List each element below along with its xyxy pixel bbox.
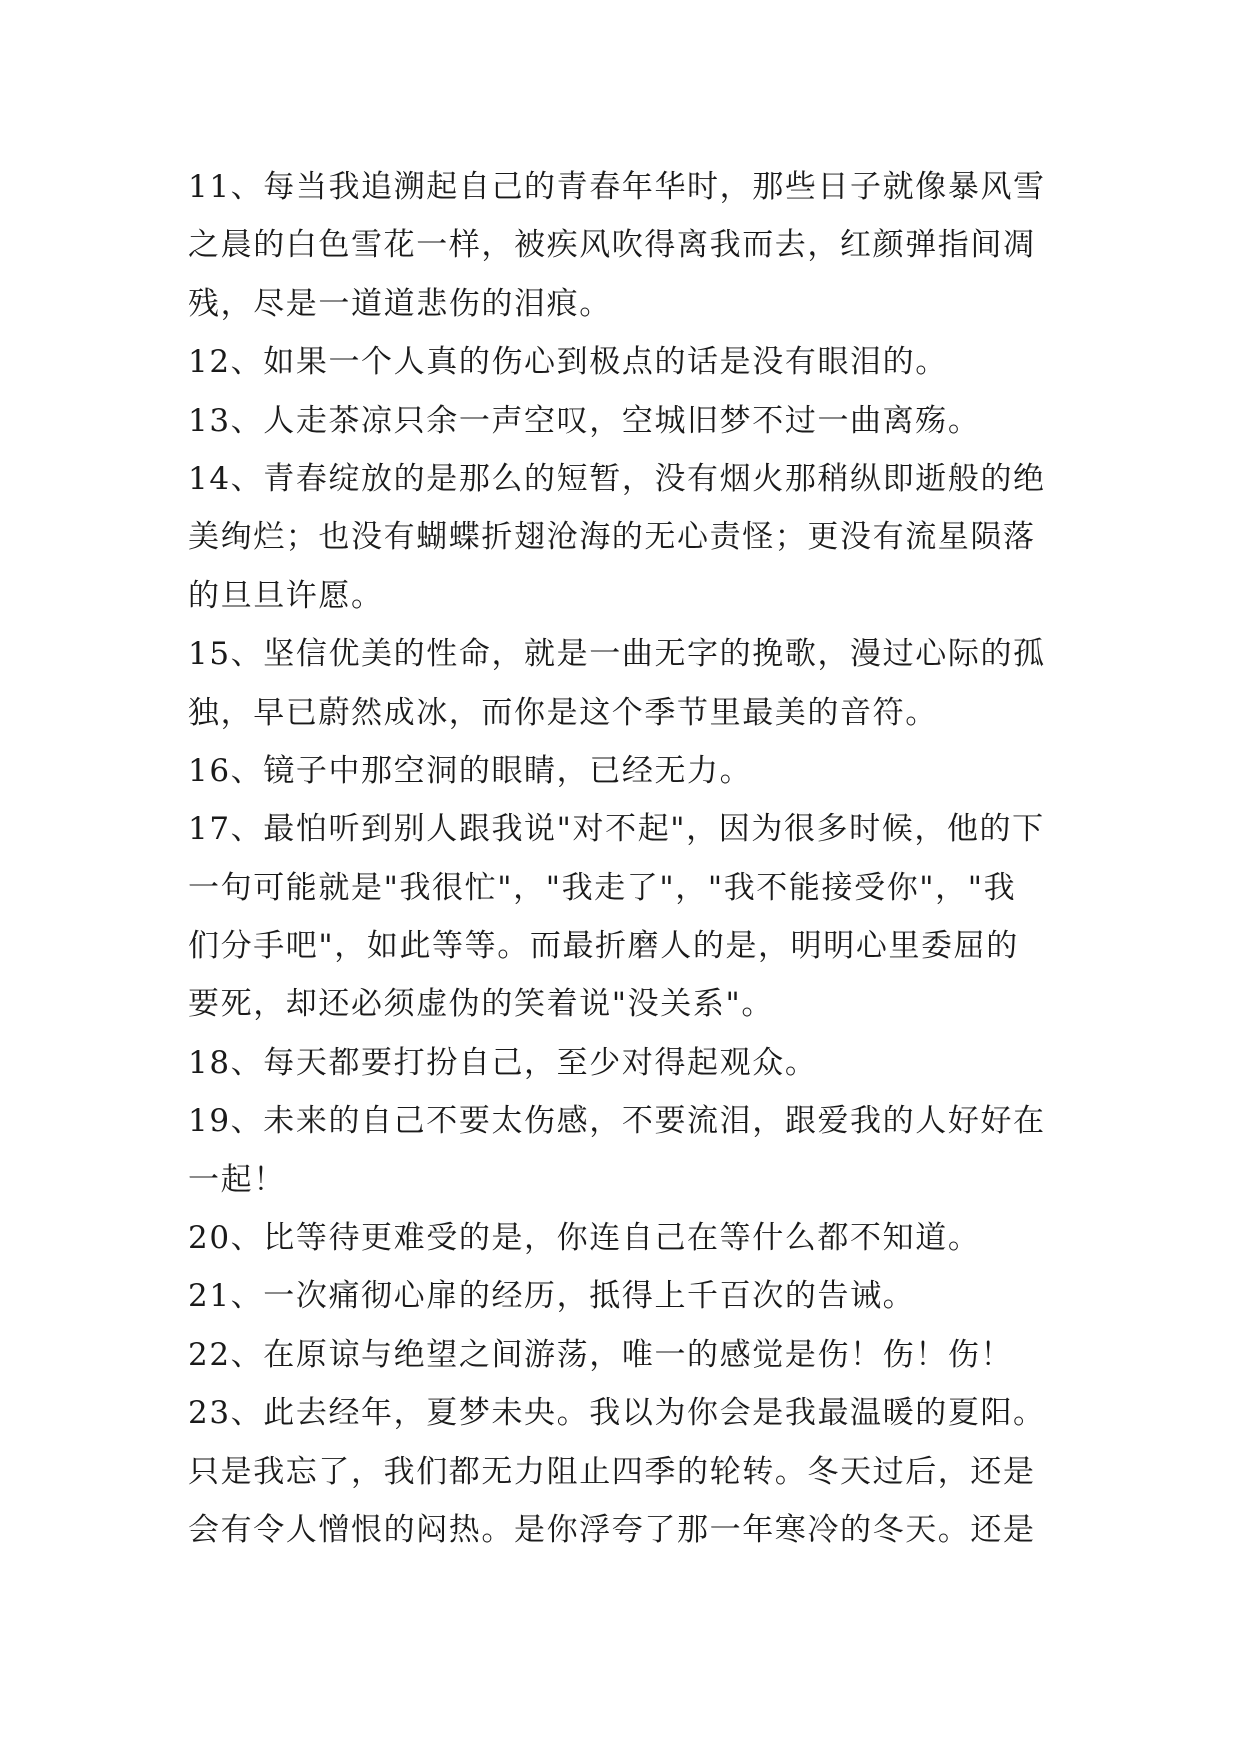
text-line: 23、此去经年，夏梦未央。我以为你会是我最温暖的夏阳。: [188, 1395, 1046, 1432]
text-line: 会有令人憎恨的闷热。是你浮夸了那一年寒冷的冬天。还是: [188, 1511, 1036, 1548]
document-body: [188, 158, 1068, 1559]
text-line: 21、一次痛彻心扉的经历，抵得上千百次的告诫。: [188, 1278, 916, 1315]
text-line: 13、人走茶凉只余一声空叹，空城旧梦不过一曲离殇。: [188, 402, 981, 439]
text-line: 一句可能就是"我很忙"，"我走了"，"我不能接受你"，"我: [188, 869, 1017, 906]
text-line: 的旦旦许愿。: [188, 577, 384, 614]
text-line: 要死，却还必须虚伪的笑着说"没关系"。: [188, 986, 774, 1023]
text-line: 一起！: [188, 1161, 286, 1198]
text-line: 美绚烂；也没有蝴蝶折翅沧海的无心责怪；更没有流星陨落: [188, 519, 1036, 556]
text-line: 12、如果一个人真的伤心到极点的话是没有眼泪的。: [188, 344, 948, 381]
text-line: 残，尽是一道道悲伤的泪痕。: [188, 285, 612, 322]
text-line: 之晨的白色雪花一样，被疾风吹得离我而去，红颜弹指间凋: [188, 227, 1036, 264]
text-line: 们分手吧"，如此等等。而最折磨人的是，明明心里委屈的: [188, 928, 1019, 965]
text-line: 15、坚信优美的性命，就是一曲无字的挽歌，漫过心际的孤: [188, 636, 1046, 673]
text-line: 20、比等待更难受的是，你连自己在等什么都不知道。: [188, 1220, 981, 1257]
text-line: 19、未来的自己不要太伤感，不要流泪，跟爱我的人好好在: [188, 1103, 1046, 1140]
text-line: 18、每天都要打扮自己，至少对得起观众。: [188, 1044, 818, 1081]
text-line: 16、镜子中那空洞的眼睛，已经无力。: [188, 752, 753, 789]
text-line: 独，早已蔚然成冰，而你是这个季节里最美的音符。: [188, 694, 938, 731]
text-line: 11、每当我追溯起自己的青春年华时，那些日子就像暴风雪: [188, 169, 1046, 205]
text-line: 22、在原谅与绝望之间游荡，唯一的感觉是伤！伤！伤！: [188, 1336, 1014, 1373]
text-line: 17、最怕听到别人跟我说"对不起"，因为很多时候，他的下: [188, 811, 1045, 848]
text-line: 只是我忘了，我们都无力阻止四季的轮转。冬天过后，还是: [188, 1453, 1036, 1490]
text-line: 14、青春绽放的是那么的短暂，没有烟火那稍纵即逝般的绝: [188, 460, 1046, 497]
